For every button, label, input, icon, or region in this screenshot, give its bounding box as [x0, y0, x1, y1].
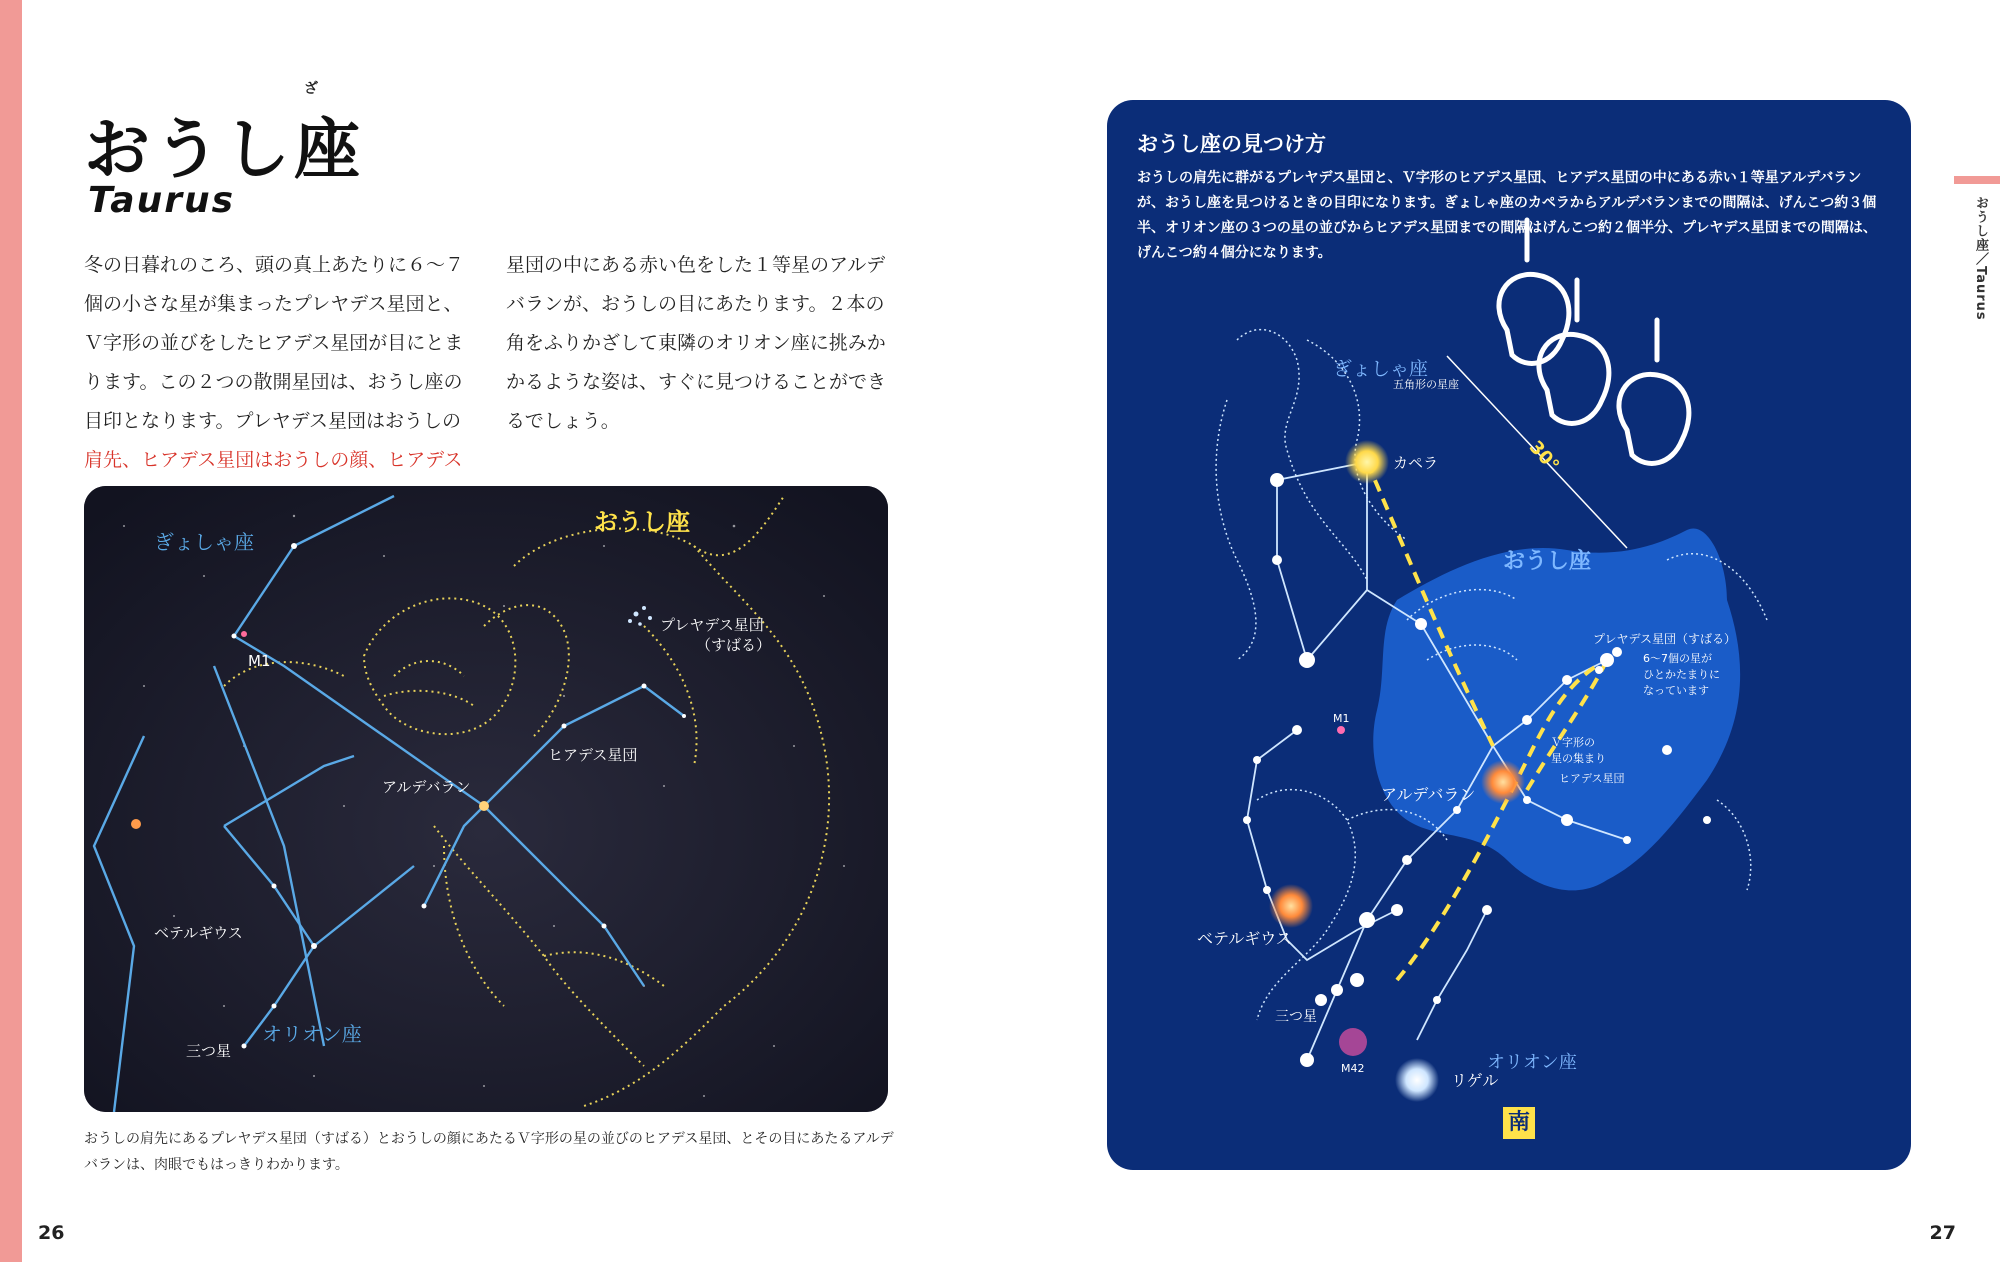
fist-illustrations	[1499, 220, 1689, 463]
chart-label-m1: M1	[1333, 712, 1350, 725]
photo-label-pleiades: プレヤデス星団	[660, 616, 764, 634]
side-index-label: おうし座／Taurus	[1973, 196, 1988, 321]
chart-label-betelgeuse: ベテルギウス	[1197, 929, 1292, 948]
page-title: おうし座	[84, 111, 364, 188]
body-text-left-main: 冬の日暮れのころ、頭の真上あたりに６～７個の小さな星が集まったプレヤデス星団と、Ｖ字形の並びをしたヒアデス星団が目にとまります。この２つの散開星団は、おうし座の目印となります。プレヤデス星団はおうしの	[84, 254, 465, 432]
panel-text: おうしの肩先に群がるプレヤデス星団と、Ｖ字形のヒアデス星団、ヒアデス星団の中にある赤い１等星アルデバランが、おうし座を見つけるときの目印になります。ぎょしゃ座のカペラからアルデバランまでの間隔は、げんこつ約３個半、オリオン座の３つの星の並びからヒアデス星団までの間隔はげんこつ約２個半分、プレヤデス星団までの間隔は、げんこつ約４個分になります。	[1137, 170, 1877, 261]
photo-label-auriga: ぎょしゃ座	[154, 530, 254, 554]
chart-label-pleiades-note-3: なっています	[1643, 684, 1709, 697]
chart-label-taurus: おうし座	[1503, 549, 1592, 574]
chart-label-capella: カペラ	[1393, 454, 1439, 472]
photo-label-mitsuboshi: 三つ星	[186, 1042, 232, 1060]
south-direction-badge: 南	[1503, 1107, 1535, 1139]
star-photo-illustration	[84, 486, 888, 1112]
body-text-left	[84, 246, 470, 480]
chart-label-orion: オリオン座	[1487, 1052, 1577, 1073]
betelgeuse-star-chart	[1269, 884, 1313, 928]
photo-label-betelgeuse: ベテルギウス	[154, 924, 243, 942]
body-text-left-highlight: 肩先、ヒアデス星団はおうしの顔、ヒアデス	[84, 449, 463, 471]
chart-label-mitsuboshi: 三つ星	[1275, 1009, 1317, 1025]
photo-label-aldebaran: アルデバラン	[382, 778, 471, 796]
page-number-left: 26	[38, 1222, 65, 1244]
body-text-right: 星団の中にある赤い色をした１等星のアルデバランが、おうしの目にあたります。２本の角をふりかざして東隣のオリオン座に挑みかかるような姿は、すぐに見つけることができるでしょう。	[506, 254, 887, 432]
aldebaran-star	[479, 801, 489, 811]
side-index-tab	[1954, 176, 2000, 184]
chart-label-hyades: ヒアデス星団	[1559, 772, 1625, 785]
page-number-right: 27	[1929, 1222, 1956, 1244]
m1-marker-chart	[1337, 726, 1345, 734]
taurus-figure-fill	[1373, 528, 1740, 890]
photo-label-m1: M1	[248, 652, 271, 670]
chart-label-pleiades-note-2: ひとかたまりに	[1643, 668, 1720, 681]
chart-label-hyades-note-2: 星の集まり	[1551, 752, 1606, 765]
panel-title: おうし座の見つけ方	[1137, 132, 1326, 156]
chart-label-rigel: リゲル	[1451, 1071, 1499, 1090]
page-subtitle: Taurus	[88, 180, 236, 221]
chart-label-fist-angle: 30°	[1524, 436, 1564, 477]
finding-guide-panel	[1107, 100, 1911, 1170]
star-chart-illustration	[1107, 100, 1911, 1170]
photo-label-hyades: ヒアデス星団	[548, 746, 638, 764]
m1-marker	[241, 631, 247, 637]
chart-label-auriga-sub: 五角形の星座	[1393, 378, 1459, 391]
capella-star	[1345, 440, 1389, 484]
chart-label-hyades-note-1: Ｖ字形の	[1551, 736, 1595, 749]
chart-label-aldebaran: アルデバラン	[1381, 785, 1476, 804]
chart-label-pleiades-note-1: 6～7個の星が	[1643, 652, 1712, 665]
photo-label-pleiades-sub: （すばる）	[696, 636, 772, 654]
m42-nebula	[1339, 1028, 1367, 1056]
photo-caption: おうしの肩先にあるプレヤデス星団（すばる）とおうしの顔にあたるＶ字形の星の並びのヒアデス星団、とその目にあたるアルデバランは、肉眼でもはっきりわかります。	[84, 1131, 894, 1173]
aldebaran-star-chart	[1481, 760, 1525, 804]
chart-label-pleiades: プレヤデス星団（すばる）	[1593, 632, 1737, 646]
photo-label-orion: オリオン座	[262, 1022, 362, 1046]
chart-label-m42: M42	[1341, 1062, 1365, 1075]
chart-label-auriga: ぎょしゃ座	[1333, 358, 1429, 380]
betelgeuse-star	[131, 819, 141, 829]
page-edge-tab	[0, 0, 22, 1262]
star-photo	[84, 486, 888, 1112]
title-ruby: ざ	[304, 81, 318, 97]
rigel-star	[1395, 1058, 1439, 1102]
photo-label-taurus: おうし座	[594, 508, 690, 536]
